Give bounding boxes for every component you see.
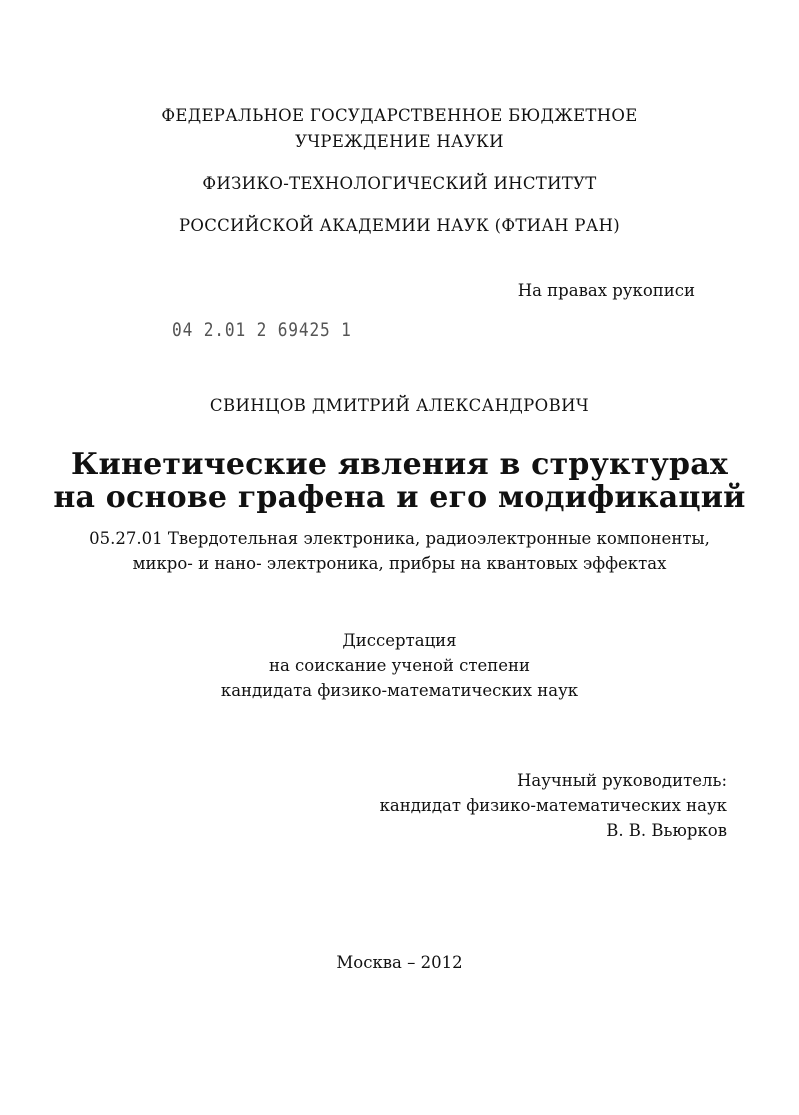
thesis-title-line-1: Кинетические явления в структурах [71,447,728,482]
specialty-line-1: 05.27.01 Твердотельная электроника, радиоэлектронные компоненты, [89,529,710,548]
thesis-degree-line: на соискание ученой степени [268,656,531,675]
advisor-degree: кандидат физико-математических наук [379,796,727,815]
institution-line-2: УЧРЕЖДЕНИЕ НАУКИ [295,132,504,151]
institution-line-1: ФЕДЕРАЛЬНОЕ ГОСУДАРСТВЕННОЕ БЮДЖЕТНОЕ [161,106,638,125]
city-year: Москва – 2012 [336,953,463,972]
manuscript-note: На правах рукописи [517,281,695,300]
institution-line-3: ФИЗИКО-ТЕХНОЛОГИЧЕСКИЙ ИНСТИТУТ [202,174,597,193]
advisor-label: Научный руководитель: [516,771,727,790]
library-stamp-number: 04 2.01 2 69425 1 [172,319,352,341]
institution-line-4: РОССИЙСКОЙ АКАДЕМИИ НАУК (ФТИАН РАН) [178,216,621,235]
specialty-line-2: микро- и нано- электроника, прибры на квантовых эффектах [132,554,667,573]
thesis-title-line-2: на основе графена и его модификаций [53,480,746,515]
advisor-name: В. В. Вьюрков [606,821,727,840]
author-name: СВИНЦОВ ДМИТРИЙ АЛЕКСАНДРОВИЧ [209,396,590,415]
thesis-type: Диссертация [342,631,457,650]
thesis-field-line: кандидата физико-математических наук [220,681,579,700]
